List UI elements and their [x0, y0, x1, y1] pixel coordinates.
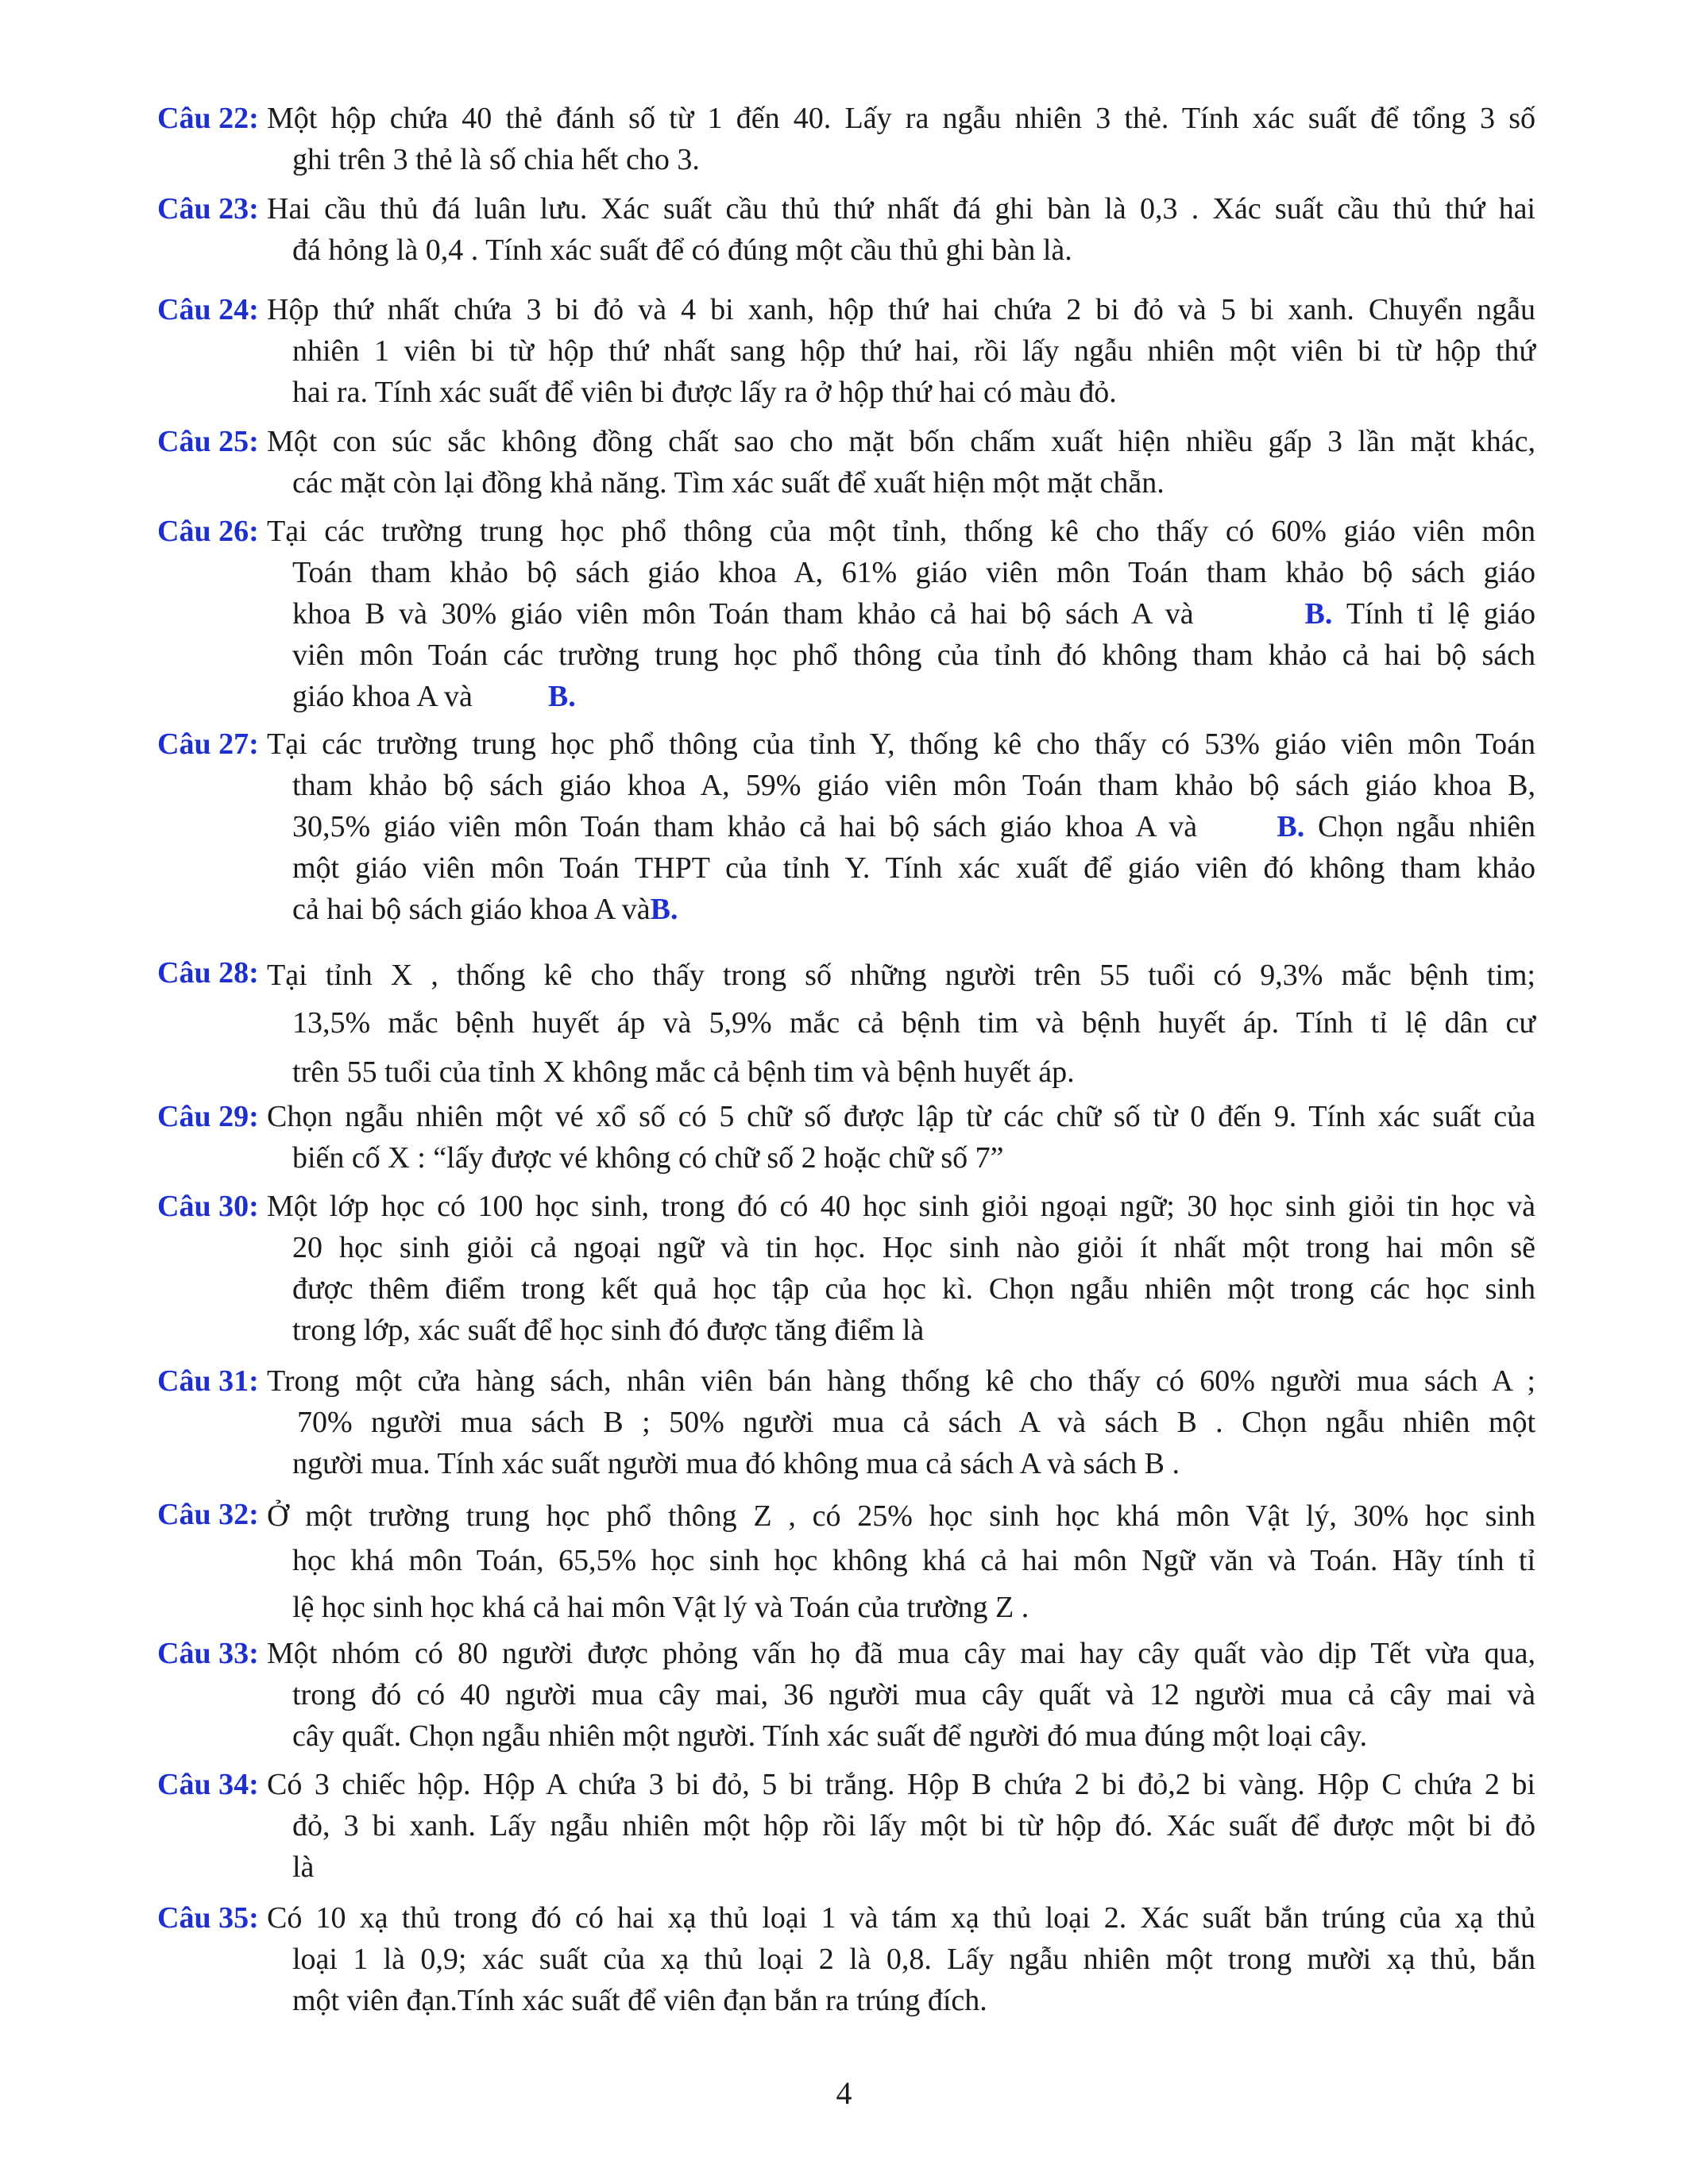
question-text-line: [157, 806, 1535, 847]
question-text-line: các mặt còn lại đồng khả năng. Tìm xác suất để xuất hiện một mặt chẵn.: [292, 466, 1165, 500]
question-text-line: lệ học sinh học khá cả hai môn Vật lý và Toán của trường Z .: [292, 1591, 1029, 1624]
question-text-line: trong lớp, xác suất để học sinh đó được tăng điểm là: [292, 1314, 925, 1347]
question-23: [157, 188, 1535, 271]
question-label: Câu 31:: [157, 1364, 259, 1398]
question-31: [157, 1360, 1535, 1484]
question-label: Câu 30:: [157, 1190, 259, 1223]
question-text-line: trên 55 tuổi của tỉnh X không mắc cả bệnh tim và bệnh huyết áp.: [292, 1055, 1075, 1089]
question-text-segment: giáo khoa A và: [292, 680, 473, 713]
question-text-line: biến cố X : “lấy được vé không có chữ số 2 hoặc chữ số 7”: [292, 1141, 1004, 1175]
question-text-line: cây quất. Chọn ngẫu nhiên một người. Tính xác suất để người đó mua đúng một loại cây.: [292, 1719, 1368, 1753]
question-label: Câu 23:: [157, 192, 259, 226]
question-35: [157, 1897, 1535, 2021]
question-32: [157, 1494, 1535, 1632]
question-text-line: tham khảo bộ sách giáo khoa A, 59% giáo viên môn Toán tham khảo bộ sách giáo khoa B,: [292, 769, 1535, 802]
question-text-line: một giáo viên môn Toán THPT của tỉnh Y. Tính xác xuất để giáo viên đó không tham khảo: [292, 851, 1535, 885]
question-text-line: viên môn Toán các trường trung học phổ thông của tỉnh đó không tham khảo cả hai bộ sách: [292, 639, 1535, 672]
question-text-segment: Tính tỉ lệ giáo: [1346, 597, 1536, 631]
question-text-line: Tại các trường trung học phổ thông của một tỉnh, thống kê cho thấy có 60% giáo viên môn: [267, 515, 1535, 548]
question-text-line: Trong một cửa hàng sách, nhân viên bán hàng thống kê cho thấy có 60% người mua sách A ;: [267, 1364, 1535, 1398]
question-text-segment: cả hai bộ sách giáo khoa A và: [292, 893, 651, 926]
question-text-line: Một nhóm có 80 người được phỏng vấn họ đã mua cây mai hay cây quất vào dịp Tết vừa qua,: [267, 1637, 1535, 1670]
question-text-line: Một con súc sắc không đồng chất sao cho mặt bốn chấm xuất hiện nhiều gấp 3 lần mặt khác,: [267, 425, 1535, 458]
question-30: [157, 1186, 1535, 1351]
question-text-line: học khá môn Toán, 65,5% học sinh học không khá cả hai môn Ngữ văn và Toán. Hãy tính tỉ: [292, 1544, 1535, 1577]
question-text-line: Một lớp học có 100 học sinh, trong đó có 40 học sinh giỏi ngoại ngữ; 30 học sinh giỏi tin học và: [267, 1190, 1535, 1223]
question-text-line: hai ra. Tính xác suất để viên bi được lấy ra ở hộp thứ hai có màu đỏ.: [292, 376, 1117, 409]
question-text-line: Hộp thứ nhất chứa 3 bi đỏ và 4 bi xanh, hộp thứ hai chứa 2 bi đỏ và 5 bi xanh. Chuyển ngẫu: [267, 293, 1535, 326]
question-24: [157, 289, 1535, 413]
question-text-line: [157, 676, 1535, 717]
question-29: [157, 1096, 1535, 1179]
question-text-line: ghi trên 3 thẻ là số chia hết cho 3.: [292, 143, 700, 176]
question-text-line: đỏ, 3 bi xanh. Lấy ngẫu nhiên một hộp rồi lấy một bi từ hộp đó. Xác suất để được một bi đỏ: [292, 1809, 1535, 1843]
question-text-line: trong đó có 40 người mua cây mai, 36 người mua cây quất và 12 người mua cả cây mai và: [292, 1678, 1535, 1711]
question-label: Câu 27:: [157, 727, 259, 761]
option-b-marker: B.: [650, 893, 678, 926]
question-text-line: người mua. Tính xác suất người mua đó không mua cả sách A và sách B .: [292, 1447, 1180, 1480]
question-label: Câu 35:: [157, 1901, 259, 1935]
question-text-line: 70% người mua sách B ; 50% người mua cả sách A và sách B . Chọn ngẫu nhiên một: [297, 1406, 1535, 1439]
question-text-line: là: [292, 1850, 315, 1884]
question-text-line: nhiên 1 viên bi từ hộp thứ nhất sang hộp thứ hai, rồi lấy ngẫu nhiên một viên bi từ hộp thứ: [292, 334, 1535, 368]
option-b-marker: B.: [1277, 810, 1305, 843]
question-text-line: Có 10 xạ thủ trong đó có hai xạ thủ loại 1 và tám xạ thủ loại 2. Xác suất bắn trúng của xạ thủ: [267, 1901, 1535, 1935]
question-25: [157, 421, 1535, 504]
question-26: [157, 511, 1535, 717]
question-text-line: Tại tỉnh X , thống kê cho thấy trong số những người trên 55 tuổi có 9,3% mắc bệnh tim;: [267, 959, 1535, 992]
question-label: Câu 29:: [157, 1100, 259, 1133]
question-text-line: 13,5% mắc bệnh huyết áp và 5,9% mắc cả bệnh tim và bệnh huyết áp. Tính tỉ lệ dân cư: [292, 1006, 1535, 1040]
question-text-segment: khoa B và 30% giáo viên môn Toán tham khảo cả hai bộ sách A và: [292, 597, 1194, 631]
question-text-line: 20 học sinh giỏi cả ngoại ngữ và tin học. Học sinh nào giỏi ít nhất một trong hai môn sẽ: [292, 1231, 1535, 1264]
question-27: [157, 723, 1535, 930]
question-34: [157, 1764, 1535, 1888]
question-label: Câu 25:: [157, 425, 259, 458]
question-text-line: Hai cầu thủ đá luân lưu. Xác suất cầu thủ thứ nhất đá ghi bàn là 0,3 . Xác suất cầu thủ thứ hai: [267, 192, 1535, 226]
question-28: [157, 952, 1535, 1097]
question-label: Câu 22:: [157, 102, 259, 135]
question-text-segment: Chọn ngẫu nhiên: [1317, 810, 1536, 843]
question-text-line: Tại các trường trung học phổ thông của tỉnh Y, thống kê cho thấy có 53% giáo viên môn Toán: [267, 727, 1535, 761]
question-text-line: loại 1 là 0,9; xác suất của xạ thủ loại 2 là 0,8. Lấy ngẫu nhiên một trong mười xạ thủ, bắn: [292, 1943, 1535, 1976]
question-text-line: Ở một trường trung học phổ thông Z , có 25% học sinh học khá môn Vật lý, 30% học sinh: [267, 1499, 1535, 1533]
question-label: Câu 26:: [157, 515, 259, 548]
question-text-line: đá hỏng là 0,4 . Tính xác suất để có đúng một cầu thủ ghi bàn là.: [292, 233, 1072, 267]
question-text-segment: 30,5% giáo viên môn Toán tham khảo cả hai bộ sách giáo khoa A và: [292, 810, 1198, 843]
question-text-line: Toán tham khảo bộ sách giáo khoa A, 61% giáo viên môn Toán tham khảo bộ sách giáo: [292, 556, 1535, 589]
question-text-line: Một hộp chứa 40 thẻ đánh số từ 1 đến 40. Lấy ra ngẫu nhiên 3 thẻ. Tính xác suất để tổng 3 số: [267, 102, 1535, 135]
question-label: Câu 33:: [157, 1637, 259, 1670]
question-text-line: [157, 593, 1535, 635]
option-b-marker: B.: [1304, 597, 1333, 631]
question-text-line: một viên đạn.Tính xác suất để viên đạn bắn ra trúng đích.: [292, 1984, 987, 2017]
question-33: [157, 1633, 1535, 1757]
question-text-line: [157, 889, 1535, 930]
question-label: Câu 28:: [157, 956, 259, 990]
question-label: Câu 32:: [157, 1498, 259, 1531]
question-label: Câu 24:: [157, 293, 259, 326]
question-label: Câu 34:: [157, 1768, 259, 1801]
page-number: 4: [836, 2075, 852, 2111]
question-text-line: Có 3 chiếc hộp. Hộp A chứa 3 bi đỏ, 5 bi trắng. Hộp B chứa 2 bi đỏ,2 bi vàng. Hộp C chứa 2 bi: [267, 1768, 1535, 1801]
question-22: [157, 98, 1535, 180]
question-text-line: Chọn ngẫu nhiên một vé xổ số có 5 chữ số được lập từ các chữ số từ 0 đến 9. Tính xác suất của: [267, 1100, 1535, 1133]
question-text-line: được thêm điểm trong kết quả học tập của học kì. Chọn ngẫu nhiên một trong các học sinh: [292, 1272, 1535, 1306]
option-b-marker: B.: [547, 680, 576, 713]
